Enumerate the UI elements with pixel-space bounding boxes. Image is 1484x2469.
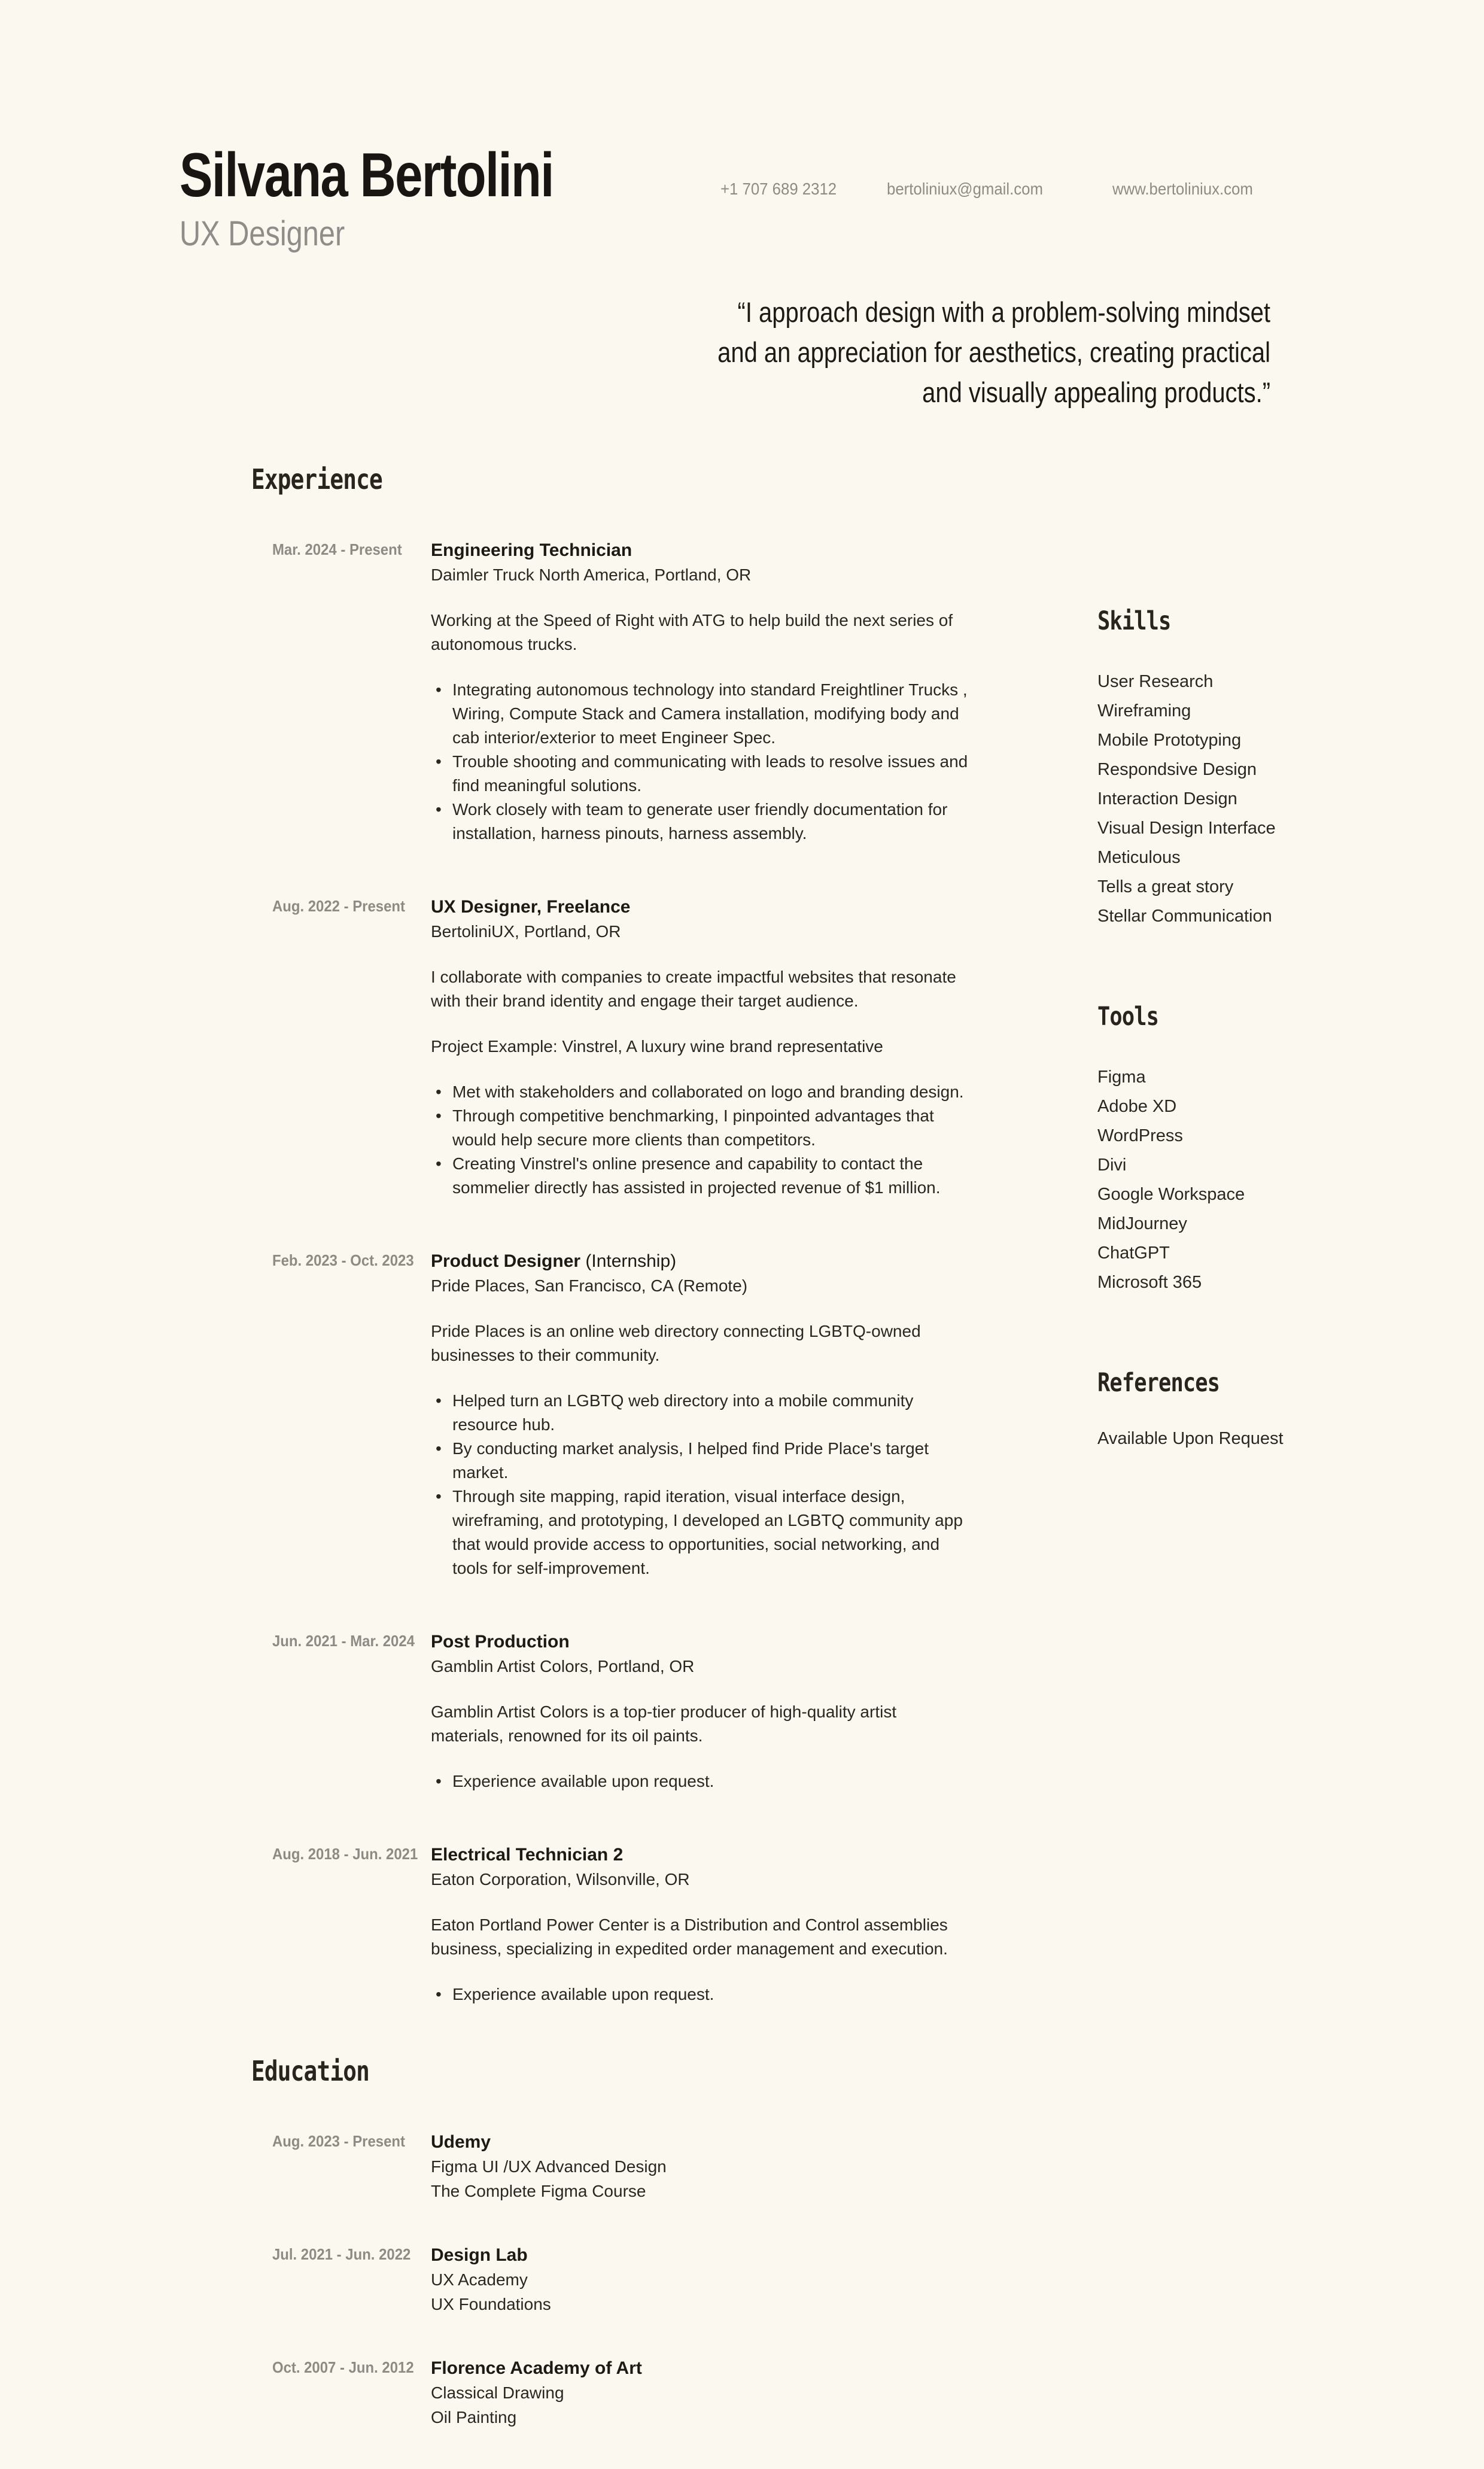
bullet-item: • Work closely with team to generate user friendly documentation for installation, harness pinouts, harness assembly. (431, 798, 972, 846)
experience-entry (251, 895, 987, 1200)
tools-section (1097, 1002, 1456, 1297)
entry-dates: Feb. 2023 - Oct. 2023 (272, 1251, 414, 1269)
contact-phone: +1 707 689 2312 (720, 180, 837, 198)
skills-list (1097, 667, 1456, 931)
skill-item: Tells a great story (1097, 877, 1234, 896)
job-bullets (431, 678, 972, 846)
bullet-item: • Met with stakeholders and collaborated on logo and branding design. (431, 1080, 972, 1104)
skill-item: Mobile Prototyping (1097, 731, 1242, 750)
bullet-item: • By conducting market analysis, I helped find Pride Place's target market. (431, 1437, 972, 1485)
education-entry (251, 2243, 987, 2316)
content-columns (251, 464, 1484, 2469)
entry-dates: Aug. 2023 - Present (272, 2132, 405, 2150)
job-title: Post Production (431, 1632, 570, 1652)
job-company: Gamblin Artist Colors, Portland, OR (431, 1657, 695, 1676)
job-title-main: Product Designer (431, 1251, 581, 1271)
entry-body (431, 1842, 987, 2006)
tool-item: Google Workspace (1097, 1185, 1245, 1204)
section-heading-education: Education (251, 2055, 370, 2087)
job-description: Eaton Portland Power Center is a Distribution and Control assemblies business, specializing in expedited order management and execution. (431, 1915, 948, 1958)
entry-body (431, 2130, 987, 2203)
experience-entry (251, 538, 987, 846)
entry-body (431, 538, 987, 846)
pull-quote (0, 292, 1270, 412)
quote-line: and visually appealing products.” (922, 376, 1270, 408)
header (0, 0, 1484, 255)
skills-section (1097, 606, 1456, 931)
entry-body (431, 1249, 987, 1580)
job-company: BertoliniUX, Portland, OR (431, 922, 621, 941)
person-name: Silvana Bertolini (180, 141, 554, 210)
experience-entry (251, 1842, 987, 2006)
experience-entry (251, 1629, 987, 1793)
education-entries (251, 2130, 987, 2430)
entry-body (431, 1629, 987, 1793)
bullet-item: • Integrating autonomous technology into standard Freightliner Trucks , Wiring, Compute Stack and Camera installation, modifying body and cab interior/exterior to meet Engineer Spec. (431, 678, 972, 750)
references-section (1097, 1368, 1456, 1454)
entry-dates: Aug. 2018 - Jun. 2021 (272, 1845, 418, 1863)
job-company: Pride Places, San Francisco, CA (Remote) (431, 1276, 748, 1295)
skills-heading: Skills (1097, 606, 1171, 636)
job-description: Pride Places is an online web directory connecting LGBTQ-owned businesses to their community. (431, 1322, 921, 1364)
education-detail: UX Foundations (431, 2295, 551, 2313)
skill-item: Visual Design Interface (1097, 819, 1276, 838)
tool-item: MidJourney (1097, 1214, 1187, 1233)
job-title (431, 1249, 987, 1273)
job-company: Eaton Corporation, Wilsonville, OR (431, 1870, 690, 1889)
job-bullets (431, 1983, 972, 2006)
experience-entries (251, 538, 987, 2006)
quote-line: and an appreciation for aesthetics, creating practical (717, 336, 1270, 368)
school-name: Florence Academy of Art (431, 2358, 642, 2378)
education-detail: Oil Painting (431, 2408, 517, 2427)
tools-list (1097, 1063, 1456, 1297)
entry-body (431, 2243, 987, 2316)
bullet-item: • Experience available upon request. (431, 1983, 972, 2006)
job-title: Electrical Technician 2 (431, 1845, 624, 1865)
job-description: I collaborate with companies to create impactful websites that resonate with their brand identity and engage their target audience. (431, 968, 956, 1010)
experience-entry (251, 1249, 987, 1580)
entry-dates: Jul. 2021 - Jun. 2022 (272, 2245, 411, 2263)
skill-item: User Research (1097, 672, 1214, 691)
tool-item: Microsoft 365 (1097, 1273, 1202, 1292)
job-title-suffix: (Internship) (580, 1251, 677, 1271)
education-detail: Figma UI /UX Advanced Design (431, 2157, 667, 2176)
education-detail: UX Academy (431, 2270, 528, 2289)
job-bullets (431, 1389, 972, 1580)
skill-item: Stellar Communication (1097, 907, 1272, 926)
education-entry (251, 2130, 987, 2203)
job-title: Engineering Technician (431, 540, 632, 560)
main-column (251, 464, 987, 2469)
school-name: Udemy (431, 2132, 491, 2152)
job-bullets (431, 1769, 972, 1793)
job-company: Daimler Truck North America, Portland, OR (431, 565, 752, 584)
job-title: UX Designer, Freelance (431, 897, 631, 917)
references-note: Available Upon Request (1097, 1429, 1284, 1448)
entry-dates: Jun. 2021 - Mar. 2024 (272, 1632, 415, 1650)
contact-email[interactable]: bertoliniux@gmail.com (887, 180, 1043, 198)
tool-item: Divi (1097, 1156, 1127, 1175)
bullet-item: • Through competitive benchmarking, I pinpointed advantages that would help secure more clients than competitors. (431, 1104, 972, 1152)
sidebar (1097, 464, 1456, 1524)
job-description: Working at the Speed of Right with ATG to help build the next series of autonomous trucks. (431, 611, 953, 653)
person-job-title: UX Designer (180, 214, 345, 253)
job-bullets (431, 1080, 972, 1200)
skill-item: Respondsive Design (1097, 760, 1257, 779)
section-heading-experience: Experience (251, 463, 382, 495)
bullet-item: • Trouble shooting and communicating with leads to resolve issues and find meaningful solutions. (431, 750, 972, 798)
bullet-item: • Experience available upon request. (431, 1769, 972, 1793)
quote-line: “I approach design with a problem-solving mindset (737, 296, 1270, 328)
education-detail: The Complete Figma Course (431, 2182, 646, 2200)
skill-item: Interaction Design (1097, 789, 1237, 808)
entry-dates: Mar. 2024 - Present (272, 540, 402, 558)
contact-website[interactable]: www.bertoliniux.com (1112, 180, 1253, 198)
bullet-item: • Creating Vinstrel's online presence and capability to contact the sommelier directly has assisted in projected revenue of $1 million. (431, 1152, 972, 1200)
skill-item: Wireframing (1097, 701, 1191, 720)
tool-item: Figma (1097, 1068, 1146, 1087)
entry-dates: Oct. 2007 - Jun. 2012 (272, 2358, 414, 2376)
tool-item: Adobe XD (1097, 1097, 1177, 1116)
education-entry (251, 2356, 987, 2430)
school-name: Design Lab (431, 2245, 528, 2265)
entry-body (431, 2356, 987, 2430)
entry-dates: Aug. 2022 - Present (272, 897, 405, 915)
bullet-item: • Helped turn an LGBTQ web directory into a mobile community resource hub. (431, 1389, 972, 1437)
references-heading: References (1097, 1368, 1220, 1398)
bullet-item: • Through site mapping, rapid iteration, visual interface design, wireframing, and prototyping, I developed an LGBTQ community app that would provide access to opportunities, social networking, and tools for self-improvement. (431, 1485, 972, 1580)
entry-body (431, 895, 987, 1200)
education-detail: Classical Drawing (431, 2383, 564, 2402)
tool-item: ChatGPT (1097, 1243, 1170, 1263)
job-description: Project Example: Vinstrel, A luxury wine brand representative (431, 1037, 883, 1056)
tools-heading: Tools (1097, 1002, 1159, 1032)
skill-item: Meticulous (1097, 848, 1181, 867)
tool-item: WordPress (1097, 1126, 1183, 1145)
job-description: Gamblin Artist Colors is a top-tier producer of high-quality artist materials, renowned for its oil paints. (431, 1702, 897, 1745)
